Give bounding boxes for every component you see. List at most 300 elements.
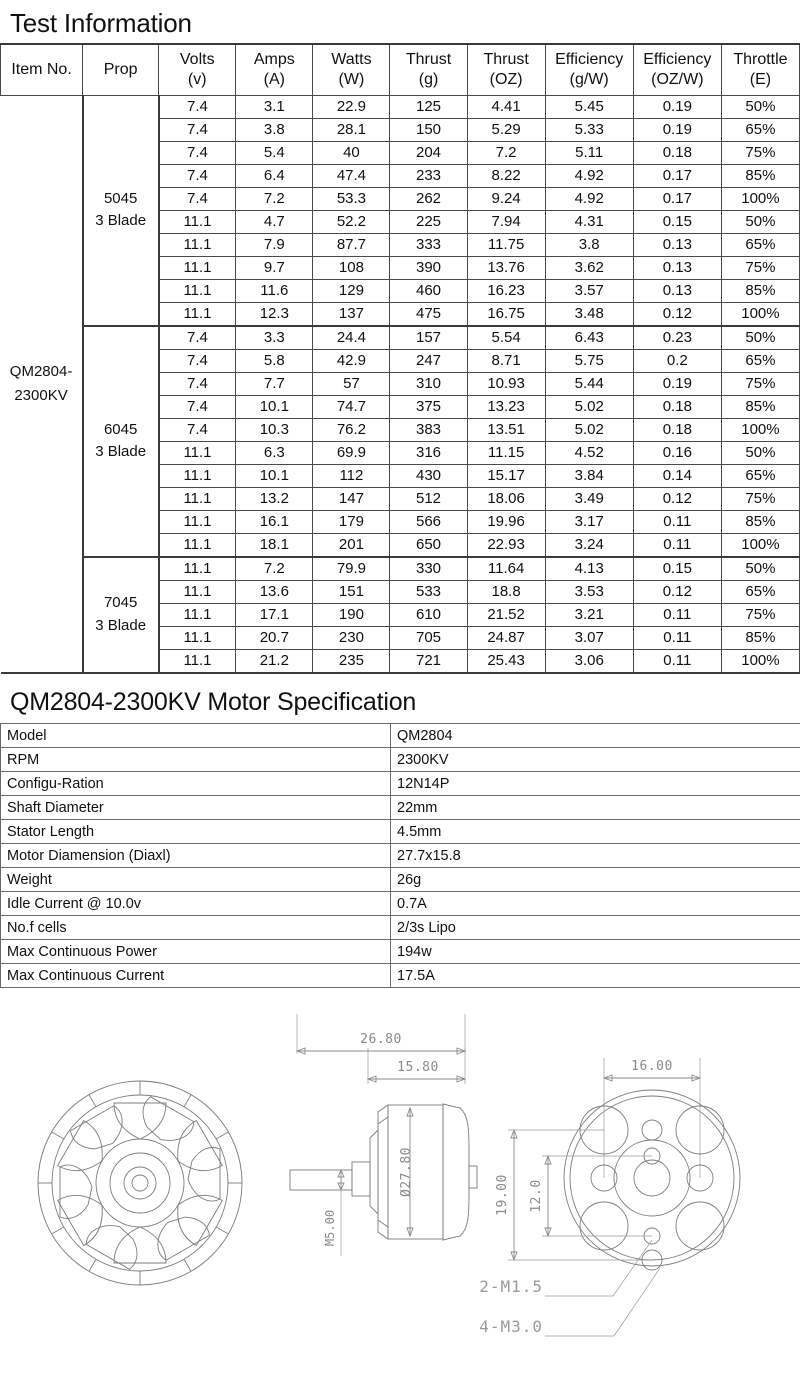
col-header-unit: (g)	[418, 70, 439, 88]
cell-volts: 7.4	[159, 349, 236, 372]
cell-efficiency-gw: 3.07	[545, 626, 633, 649]
dim-label-shaft-thread: M5.00	[323, 1210, 337, 1247]
cell-efficiency-ozw: 0.11	[633, 649, 721, 673]
cell-thrust-g: 225	[390, 210, 467, 233]
cell-volts: 11.1	[159, 233, 236, 256]
cell-efficiency-ozw: 0.15	[633, 557, 721, 581]
cell-throttle: 75%	[721, 372, 799, 395]
cell-efficiency-ozw: 0.16	[633, 441, 721, 464]
cell-volts: 7.4	[159, 395, 236, 418]
motor-specification-table	[0, 723, 800, 988]
cell-volts: 11.1	[159, 603, 236, 626]
cell-efficiency-gw: 3.24	[545, 533, 633, 557]
cell-volts: 7.4	[159, 326, 236, 350]
spec-key: Weight	[1, 868, 391, 892]
cell-watts: 42.9	[313, 349, 390, 372]
cell-throttle: 85%	[721, 626, 799, 649]
cell-amps: 20.7	[236, 626, 313, 649]
cell-thrust-oz: 8.71	[467, 349, 545, 372]
dim-shaft-thread	[323, 1170, 344, 1256]
col-header-efficiency-gw	[545, 44, 633, 96]
cell-amps: 9.7	[236, 256, 313, 279]
col-header-throttle	[721, 44, 799, 96]
cell-watts: 79.9	[313, 557, 390, 581]
cell-watts: 179	[313, 510, 390, 533]
test-information-table	[0, 43, 800, 674]
cell-watts: 190	[313, 603, 390, 626]
cell-efficiency-ozw: 0.13	[633, 279, 721, 302]
cell-throttle: 85%	[721, 279, 799, 302]
col-header-prop	[83, 44, 159, 96]
col-header-thrust-oz	[467, 44, 545, 96]
spec-value: QM2804	[391, 724, 800, 748]
dim-mount-outer-height	[495, 1130, 652, 1260]
cell-amps: 21.2	[236, 649, 313, 673]
col-header-unit: (OZ)	[489, 70, 523, 88]
cell-throttle: 50%	[721, 95, 799, 118]
col-header-label: Amps	[253, 51, 295, 69]
dim-body-diameter	[399, 1108, 414, 1236]
prop-group-cell	[83, 95, 159, 326]
cell-volts: 11.1	[159, 279, 236, 302]
cell-throttle: 85%	[721, 510, 799, 533]
cell-thrust-g: 475	[390, 302, 467, 326]
dim-label-mount-inner-height: 12.0	[529, 1179, 544, 1213]
prop-size-label: 5045	[103, 189, 138, 207]
col-header-label: Efficiency	[555, 51, 624, 69]
cell-amps: 7.9	[236, 233, 313, 256]
col-header-label: Efficiency	[643, 51, 712, 69]
cell-thrust-g: 233	[390, 164, 467, 187]
dim-label-body-diameter: Ø27.80	[399, 1147, 414, 1198]
cell-throttle: 100%	[721, 418, 799, 441]
spec-value: 4.5mm	[391, 820, 800, 844]
cell-thrust-oz: 15.17	[467, 464, 545, 487]
bell-rim-segments	[38, 1081, 242, 1285]
cell-thrust-oz: 19.96	[467, 510, 545, 533]
callout-label-large-holes: 4-M3.0	[479, 1317, 543, 1337]
cell-efficiency-gw: 6.43	[545, 326, 633, 350]
cell-efficiency-gw: 4.31	[545, 210, 633, 233]
dim-body-length	[368, 1060, 465, 1082]
cell-throttle: 100%	[721, 533, 799, 557]
col-header-volts	[159, 44, 236, 96]
cell-thrust-g: 125	[390, 95, 467, 118]
cell-efficiency-gw: 5.02	[545, 418, 633, 441]
cell-efficiency-gw: 3.17	[545, 510, 633, 533]
cell-volts: 7.4	[159, 141, 236, 164]
cell-thrust-g: 375	[390, 395, 467, 418]
col-header-unit: (g/W)	[569, 70, 609, 88]
spec-key: Idle Current @ 10.0v	[1, 892, 391, 916]
cell-throttle: 50%	[721, 326, 799, 350]
col-header-label: Thrust	[405, 51, 452, 69]
technical-drawings	[0, 988, 800, 1346]
cell-watts: 235	[313, 649, 390, 673]
cell-thrust-g: 430	[390, 464, 467, 487]
cell-watts: 201	[313, 533, 390, 557]
cell-watts: 47.4	[313, 164, 390, 187]
spec-row	[1, 940, 800, 964]
cell-efficiency-ozw: 0.14	[633, 464, 721, 487]
cell-efficiency-ozw: 0.12	[633, 580, 721, 603]
cell-amps: 11.6	[236, 279, 313, 302]
cell-watts: 24.4	[313, 326, 390, 350]
cell-volts: 11.1	[159, 441, 236, 464]
cell-watts: 69.9	[313, 441, 390, 464]
cell-thrust-oz: 10.93	[467, 372, 545, 395]
dim-label-mount-width: 16.00	[631, 1059, 673, 1075]
cell-watts: 230	[313, 626, 390, 649]
cell-amps: 10.1	[236, 464, 313, 487]
cell-thrust-oz: 22.93	[467, 533, 545, 557]
col-header-item-no	[1, 44, 83, 96]
cell-efficiency-gw: 5.11	[545, 141, 633, 164]
cell-amps: 3.3	[236, 326, 313, 350]
cell-efficiency-ozw: 0.17	[633, 187, 721, 210]
col-header-unit: (W)	[338, 70, 365, 88]
cell-throttle: 75%	[721, 256, 799, 279]
cell-efficiency-gw: 3.57	[545, 279, 633, 302]
col-header-label: Item No.	[11, 60, 72, 78]
cell-efficiency-ozw: 0.11	[633, 533, 721, 557]
col-header-label: Watts	[331, 51, 372, 69]
cell-efficiency-ozw: 0.15	[633, 210, 721, 233]
cell-thrust-g: 650	[390, 533, 467, 557]
cell-thrust-g: 157	[390, 326, 467, 350]
cell-efficiency-ozw: 0.19	[633, 372, 721, 395]
cell-amps: 7.2	[236, 557, 313, 581]
spec-row	[1, 964, 800, 988]
cell-throttle: 100%	[721, 302, 799, 326]
cell-throttle: 50%	[721, 210, 799, 233]
cell-efficiency-ozw: 0.11	[633, 510, 721, 533]
cell-efficiency-ozw: 0.12	[633, 302, 721, 326]
cell-throttle: 85%	[721, 395, 799, 418]
prop-group-cell	[83, 326, 159, 557]
cell-throttle: 65%	[721, 464, 799, 487]
cell-volts: 11.1	[159, 256, 236, 279]
cell-thrust-g: 150	[390, 118, 467, 141]
cell-throttle: 50%	[721, 441, 799, 464]
cell-efficiency-gw: 5.75	[545, 349, 633, 372]
spec-row	[1, 724, 800, 748]
bottom-view-body	[564, 1090, 740, 1270]
cell-volts: 11.1	[159, 533, 236, 557]
spec-row	[1, 868, 800, 892]
prop-size-label: 6045	[103, 420, 138, 438]
cell-watts: 137	[313, 302, 390, 326]
cell-amps: 16.1	[236, 510, 313, 533]
prop-group-cell	[83, 557, 159, 673]
cell-watts: 52.2	[313, 210, 390, 233]
cell-thrust-oz: 18.06	[467, 487, 545, 510]
cell-volts: 11.1	[159, 464, 236, 487]
cell-volts: 7.4	[159, 118, 236, 141]
bell-spokes	[58, 1103, 223, 1263]
cell-efficiency-gw: 3.84	[545, 464, 633, 487]
col-header-unit: (v)	[187, 70, 207, 88]
cell-thrust-g: 262	[390, 187, 467, 210]
table-header-row	[1, 44, 800, 96]
cell-watts: 112	[313, 464, 390, 487]
cell-thrust-oz: 16.23	[467, 279, 545, 302]
cell-volts: 11.1	[159, 580, 236, 603]
cell-thrust-g: 721	[390, 649, 467, 673]
cell-amps: 6.3	[236, 441, 313, 464]
callout-small-holes	[479, 1240, 652, 1296]
cell-amps: 5.4	[236, 141, 313, 164]
cell-thrust-oz: 16.75	[467, 302, 545, 326]
cell-throttle: 100%	[721, 187, 799, 210]
spec-key: Motor Diamension (Diaxl)	[1, 844, 391, 868]
cell-efficiency-gw: 4.92	[545, 164, 633, 187]
cell-efficiency-gw: 3.21	[545, 603, 633, 626]
cell-volts: 7.4	[159, 95, 236, 118]
cell-efficiency-ozw: 0.12	[633, 487, 721, 510]
spec-value: 0.7A	[391, 892, 800, 916]
motor-body-profile	[290, 1104, 477, 1240]
spec-key: RPM	[1, 748, 391, 772]
cell-amps: 7.7	[236, 372, 313, 395]
cell-volts: 11.1	[159, 487, 236, 510]
cell-efficiency-ozw: 0.11	[633, 603, 721, 626]
cell-efficiency-ozw: 0.19	[633, 95, 721, 118]
spec-value: 22mm	[391, 796, 800, 820]
cell-volts: 7.4	[159, 187, 236, 210]
cell-watts: 87.7	[313, 233, 390, 256]
cell-thrust-oz: 18.8	[467, 580, 545, 603]
cell-throttle: 75%	[721, 487, 799, 510]
cell-amps: 5.8	[236, 349, 313, 372]
prop-size-label: 7045	[103, 594, 138, 612]
col-header-label: Prop	[103, 60, 138, 78]
spec-key: Max Continuous Power	[1, 940, 391, 964]
cell-efficiency-ozw: 0.18	[633, 418, 721, 441]
cell-thrust-oz: 8.22	[467, 164, 545, 187]
cell-thrust-g: 330	[390, 557, 467, 581]
col-header-amps	[236, 44, 313, 96]
cell-thrust-g: 333	[390, 233, 467, 256]
cell-thrust-oz: 4.41	[467, 95, 545, 118]
spec-row	[1, 844, 800, 868]
col-header-unit: (E)	[749, 70, 772, 88]
cell-watts: 28.1	[313, 118, 390, 141]
spec-row	[1, 820, 800, 844]
spec-value: 27.7x15.8	[391, 844, 800, 868]
cell-thrust-oz: 24.87	[467, 626, 545, 649]
cell-amps: 13.2	[236, 487, 313, 510]
cell-thrust-g: 316	[390, 441, 467, 464]
cell-amps: 10.1	[236, 395, 313, 418]
cell-watts: 40	[313, 141, 390, 164]
cell-volts: 7.4	[159, 418, 236, 441]
cell-thrust-oz: 5.54	[467, 326, 545, 350]
cell-volts: 11.1	[159, 649, 236, 673]
cell-thrust-oz: 25.43	[467, 649, 545, 673]
col-header-label: Thrust	[483, 51, 529, 69]
col-header-thrust-g	[390, 44, 467, 96]
cell-thrust-oz: 11.15	[467, 441, 545, 464]
cell-thrust-oz: 13.23	[467, 395, 545, 418]
item-no-cell	[1, 95, 83, 673]
spec-row	[1, 748, 800, 772]
cell-amps: 6.4	[236, 164, 313, 187]
cell-efficiency-gw: 3.49	[545, 487, 633, 510]
cell-volts: 11.1	[159, 210, 236, 233]
cell-throttle: 50%	[721, 557, 799, 581]
dim-mount-inner-height	[529, 1156, 652, 1236]
cell-efficiency-gw: 5.33	[545, 118, 633, 141]
cell-efficiency-gw: 3.62	[545, 256, 633, 279]
cell-throttle: 65%	[721, 580, 799, 603]
cell-watts: 74.7	[313, 395, 390, 418]
spec-key: Stator Length	[1, 820, 391, 844]
cell-efficiency-gw: 4.52	[545, 441, 633, 464]
cell-volts: 11.1	[159, 557, 236, 581]
cell-efficiency-gw: 3.8	[545, 233, 633, 256]
cell-amps: 7.2	[236, 187, 313, 210]
spec-key: Shaft Diameter	[1, 796, 391, 820]
dim-label-body-length: 15.80	[397, 1060, 439, 1076]
cell-efficiency-gw: 5.44	[545, 372, 633, 395]
col-header-watts	[313, 44, 390, 96]
dim-label-mount-outer-height: 19.00	[495, 1174, 510, 1216]
item-no-line-2: 2300KV	[14, 386, 68, 404]
cell-efficiency-ozw: 0.18	[633, 395, 721, 418]
cell-watts: 53.3	[313, 187, 390, 210]
cell-efficiency-ozw: 0.17	[633, 164, 721, 187]
cell-amps: 10.3	[236, 418, 313, 441]
col-header-unit: (A)	[263, 70, 285, 88]
cell-thrust-oz: 11.75	[467, 233, 545, 256]
cell-volts: 11.1	[159, 510, 236, 533]
table-row	[1, 557, 800, 581]
motor-top-view-drawing	[38, 1081, 242, 1285]
dim-label-overall-length: 26.80	[360, 1032, 402, 1048]
cell-amps: 18.1	[236, 533, 313, 557]
cell-thrust-g: 383	[390, 418, 467, 441]
spec-value: 17.5A	[391, 964, 800, 988]
cell-thrust-oz: 7.94	[467, 210, 545, 233]
specification-title: QM2804-2300KV Motor Specification	[10, 687, 417, 716]
prop-blade-label: 3 Blade	[95, 212, 147, 230]
cell-thrust-oz: 11.64	[467, 557, 545, 581]
cell-thrust-g: 310	[390, 372, 467, 395]
cell-efficiency-gw: 4.13	[545, 557, 633, 581]
drawings-svg	[0, 988, 800, 1346]
cell-watts: 57	[313, 372, 390, 395]
spec-key: No.f cells	[1, 916, 391, 940]
cell-throttle: 75%	[721, 603, 799, 626]
cell-thrust-oz: 7.2	[467, 141, 545, 164]
spec-value: 194w	[391, 940, 800, 964]
page-title: Test Information	[10, 8, 192, 38]
spec-row	[1, 772, 800, 796]
cell-efficiency-ozw: 0.13	[633, 256, 721, 279]
cell-thrust-g: 247	[390, 349, 467, 372]
cell-amps: 3.8	[236, 118, 313, 141]
cell-thrust-oz: 13.76	[467, 256, 545, 279]
cell-thrust-oz: 9.24	[467, 187, 545, 210]
cell-efficiency-gw: 4.92	[545, 187, 633, 210]
cell-thrust-oz: 13.51	[467, 418, 545, 441]
cell-thrust-g: 460	[390, 279, 467, 302]
col-header-efficiency-ozw	[633, 44, 721, 96]
cell-watts: 151	[313, 580, 390, 603]
cell-efficiency-gw: 3.06	[545, 649, 633, 673]
spec-key: Model	[1, 724, 391, 748]
spec-row	[1, 892, 800, 916]
cell-efficiency-ozw: 0.11	[633, 626, 721, 649]
cell-amps: 17.1	[236, 603, 313, 626]
cell-throttle: 65%	[721, 118, 799, 141]
spec-value: 2/3s Lipo	[391, 916, 800, 940]
cell-amps: 4.7	[236, 210, 313, 233]
cell-thrust-oz: 5.29	[467, 118, 545, 141]
cell-throttle: 100%	[721, 649, 799, 673]
cell-volts: 11.1	[159, 626, 236, 649]
cell-efficiency-ozw: 0.13	[633, 233, 721, 256]
cell-efficiency-gw: 5.02	[545, 395, 633, 418]
cell-throttle: 85%	[721, 164, 799, 187]
cell-efficiency-ozw: 0.23	[633, 326, 721, 350]
table-row	[1, 95, 800, 118]
spec-value: 12N14P	[391, 772, 800, 796]
motor-side-view-drawing	[290, 1014, 477, 1256]
motor-bottom-view-drawing	[479, 1058, 740, 1336]
cell-watts: 108	[313, 256, 390, 279]
cell-thrust-g: 705	[390, 626, 467, 649]
callout-label-small-holes: 2-M1.5	[479, 1277, 543, 1297]
spec-row	[1, 796, 800, 820]
spec-value: 2300KV	[391, 748, 800, 772]
cell-volts: 11.1	[159, 302, 236, 326]
cell-thrust-g: 610	[390, 603, 467, 626]
cell-volts: 7.4	[159, 164, 236, 187]
spec-row	[1, 916, 800, 940]
cell-thrust-g: 204	[390, 141, 467, 164]
bell-vents	[60, 1096, 220, 1270]
dim-overall-length	[297, 1032, 465, 1054]
cell-efficiency-ozw: 0.2	[633, 349, 721, 372]
cell-throttle: 65%	[721, 233, 799, 256]
cell-efficiency-ozw: 0.19	[633, 118, 721, 141]
table-row	[1, 326, 800, 350]
cell-thrust-g: 390	[390, 256, 467, 279]
cell-thrust-g: 566	[390, 510, 467, 533]
spec-value: 26g	[391, 868, 800, 892]
cell-watts: 129	[313, 279, 390, 302]
cell-thrust-g: 512	[390, 487, 467, 510]
cell-efficiency-gw: 5.45	[545, 95, 633, 118]
cell-amps: 12.3	[236, 302, 313, 326]
cell-amps: 13.6	[236, 580, 313, 603]
cell-watts: 76.2	[313, 418, 390, 441]
cell-amps: 3.1	[236, 95, 313, 118]
cell-throttle: 75%	[721, 141, 799, 164]
cell-watts: 22.9	[313, 95, 390, 118]
cell-thrust-oz: 21.52	[467, 603, 545, 626]
cell-efficiency-gw: 3.48	[545, 302, 633, 326]
prop-blade-label: 3 Blade	[95, 616, 147, 634]
cell-efficiency-gw: 3.53	[545, 580, 633, 603]
cell-volts: 7.4	[159, 372, 236, 395]
col-header-unit: (OZ/W)	[651, 70, 704, 88]
cell-throttle: 65%	[721, 349, 799, 372]
cell-watts: 147	[313, 487, 390, 510]
col-header-label: Throttle	[733, 51, 788, 69]
